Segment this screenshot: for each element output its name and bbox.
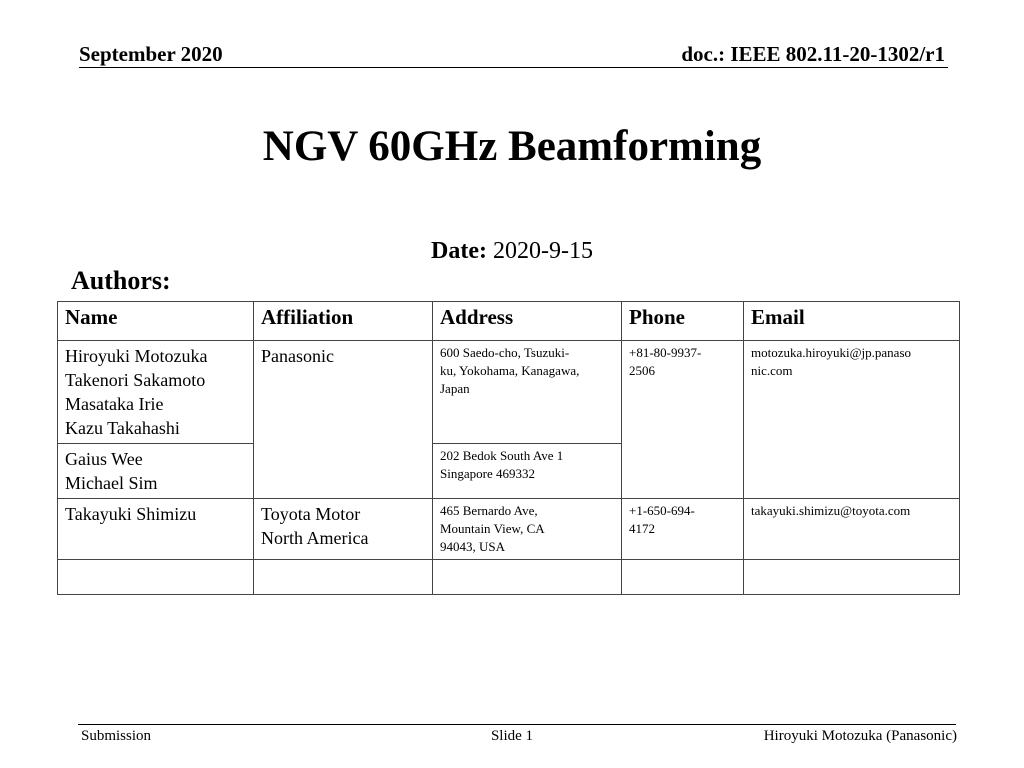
cell-address xyxy=(433,499,622,560)
address-line: ku, Yokohama, Kanagawa, xyxy=(440,363,580,378)
header-date: September 2020 xyxy=(79,42,223,66)
cell-empty xyxy=(58,560,254,595)
cell-empty xyxy=(622,560,744,595)
slide-title: NGV 60GHz Beamforming xyxy=(262,123,762,170)
date-label: Date: xyxy=(431,238,487,264)
cell-phone xyxy=(622,341,744,499)
author-name: Hiroyuki Motozuka xyxy=(65,346,208,366)
author-name: Kazu Takahashi xyxy=(65,418,180,438)
cell-affiliation xyxy=(254,341,433,499)
address-line: Singapore 469332 xyxy=(440,466,535,481)
cell-empty xyxy=(744,560,960,595)
header-doc-id: doc.: IEEE 802.11-20-1302/r1 xyxy=(681,42,945,66)
phone-line: +1-650-694- xyxy=(629,503,695,518)
header-phone: Phone xyxy=(622,302,744,341)
author-name: Gaius Wee xyxy=(65,449,143,469)
author-name: Takenori Sakamoto xyxy=(65,370,206,390)
affiliation-text: North America xyxy=(261,528,369,548)
footer-divider xyxy=(78,724,956,725)
phone-line: +81-80-9937- xyxy=(629,345,702,360)
address-line: 465 Bernardo Ave, xyxy=(440,503,538,518)
email-line: motozuka.hiroyuki@jp.panaso xyxy=(751,345,911,360)
authors-table xyxy=(57,301,960,595)
header-affiliation: Affiliation xyxy=(254,302,433,341)
header-divider xyxy=(79,67,948,68)
phone-line: 2506 xyxy=(629,363,655,378)
address-line: Japan xyxy=(440,381,470,396)
table-header-row xyxy=(58,302,960,341)
affiliation-text: Toyota Motor xyxy=(261,504,361,524)
cell-address xyxy=(433,444,622,499)
table-row xyxy=(58,341,960,444)
cell-email xyxy=(744,341,960,499)
cell-phone xyxy=(622,499,744,560)
author-name: Michael Sim xyxy=(65,473,158,493)
footer-submission: Submission xyxy=(81,728,152,744)
table-row xyxy=(58,499,960,560)
header-email: Email xyxy=(744,302,960,341)
header-address: Address xyxy=(433,302,622,341)
cell-empty xyxy=(254,560,433,595)
cell-name xyxy=(58,499,254,560)
header-name: Name xyxy=(58,302,254,341)
address-line: Mountain View, CA xyxy=(440,521,545,536)
footer-slide-number: Slide 1 xyxy=(490,728,534,744)
author-name: Takayuki Shimizu xyxy=(65,504,197,524)
date-value: 2020-9-15 xyxy=(492,238,593,264)
author-name: Masataka Irie xyxy=(65,394,164,414)
date-line xyxy=(0,238,1024,265)
cell-email xyxy=(744,499,960,560)
phone-line: 4172 xyxy=(629,521,655,536)
affiliation-text: Panasonic xyxy=(261,346,334,366)
cell-empty xyxy=(433,560,622,595)
cell-name xyxy=(58,341,254,444)
cell-address xyxy=(433,341,622,444)
footer-author: Hiroyuki Motozuka (Panasonic) xyxy=(763,728,957,744)
cell-affiliation xyxy=(254,499,433,560)
email-line: takayuki.shimizu@toyota.com xyxy=(751,503,911,518)
email-line: nic.com xyxy=(751,363,793,378)
address-line: 94043, USA xyxy=(440,539,506,554)
address-line: 600 Saedo-cho, Tsuzuki- xyxy=(440,345,570,360)
cell-name xyxy=(58,444,254,499)
authors-heading: Authors: xyxy=(71,266,171,295)
address-line: 202 Bedok South Ave 1 xyxy=(440,448,564,463)
table-row-empty xyxy=(58,560,960,595)
